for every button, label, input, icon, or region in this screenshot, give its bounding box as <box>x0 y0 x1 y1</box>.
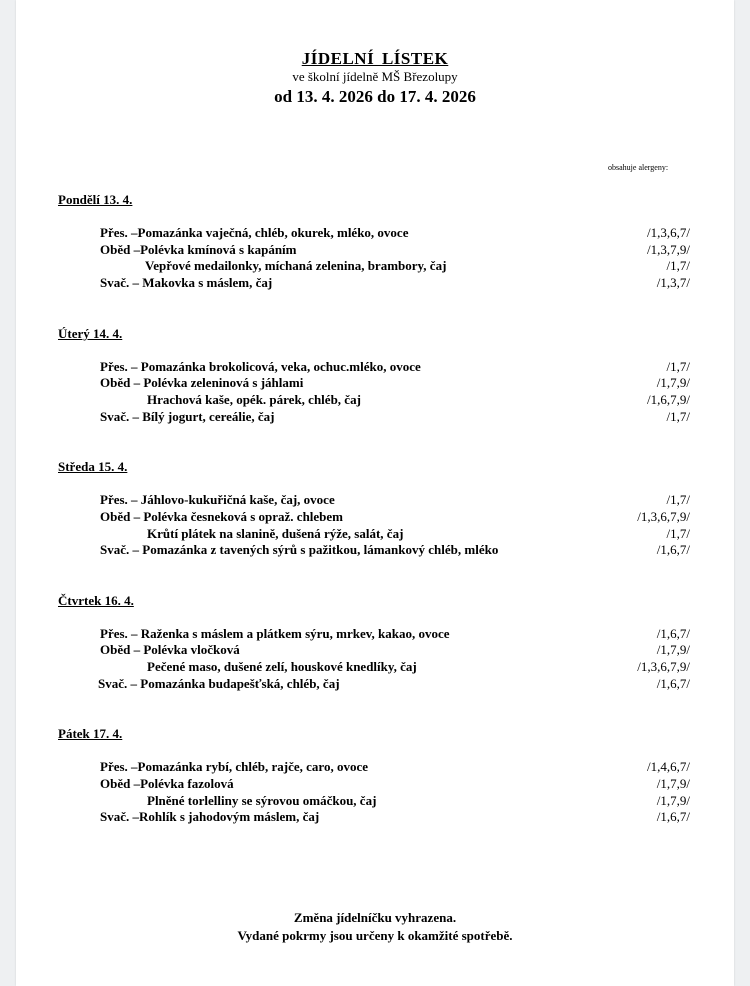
allergens-friday-breakfast: /1,4,6,7/ <box>647 759 690 774</box>
date-range: od 13. 4. 2026 do 17. 4. 2026 <box>274 87 476 106</box>
allergens-friday-soup: /1,7,9/ <box>656 776 690 791</box>
menu-item-thursday-main: Pečené maso, dušené zelí, houskové knedlíky, čaj <box>147 659 417 674</box>
menu-item-tuesday-main: Hrachová kaše, opék. párek, chléb, čaj <box>147 392 361 407</box>
menu-item-friday-main: Plněné torlelliny se sýrovou omáčkou, čaj <box>147 793 377 808</box>
allergens-wednesday-breakfast: /1,7/ <box>666 492 690 507</box>
allergens-thursday-main: /1,3,6,7,9/ <box>637 659 690 674</box>
day-heading-tuesday: Úterý 14. 4. <box>58 326 123 341</box>
menu-item-thursday-breakfast: Přes. – Raženka s máslem a plátkem sýru, mrkev, kakao, ovoce <box>100 626 450 641</box>
allergens-monday-snack: /1,3,7/ <box>656 275 690 290</box>
menu-item-monday-breakfast: Přes. –Pomazánka vaječná, chléb, okurek, mléko, ovoce <box>100 225 409 240</box>
allergens-monday-breakfast: /1,3,6,7/ <box>647 225 690 240</box>
allergens-thursday-breakfast: /1,6,7/ <box>656 626 690 641</box>
menu-item-wednesday-snack: Svač. – Pomazánka z tavených sýrů s pažitkou, lámankový chléb, mléko <box>100 542 499 557</box>
allergen-column-heading: obsahuje alergeny: <box>608 163 669 172</box>
footer-note-change: Změna jídelníčku vyhrazena. <box>293 910 457 925</box>
allergens-tuesday-snack: /1,7/ <box>666 409 690 424</box>
day-heading-wednesday: Středa 15. 4. <box>58 459 128 474</box>
allergens-wednesday-soup: /1,3,6,7,9/ <box>637 509 690 524</box>
menu-item-wednesday-soup: Oběd – Polévka česneková s opraž. chlebem <box>100 509 344 524</box>
menu-item-wednesday-breakfast: Přes. – Jáhlovo-kukuřičná kaše, čaj, ovoce <box>100 492 335 507</box>
menu-item-tuesday-soup: Oběd – Polévka zeleninová s jáhlami <box>100 375 304 390</box>
page-title: JÍDELNÍ LÍSTEK <box>301 49 449 68</box>
allergens-wednesday-snack: /1,6,7/ <box>656 542 690 557</box>
allergens-friday-main: /1,7,9/ <box>656 793 690 808</box>
menu-item-tuesday-breakfast: Přes. – Pomazánka brokolicová, veka, ochuc.mléko, ovoce <box>100 359 421 374</box>
day-heading-friday: Pátek 17. 4. <box>58 726 123 741</box>
allergens-tuesday-breakfast: /1,7/ <box>666 359 690 374</box>
allergens-monday-soup: /1,3,7,9/ <box>647 242 690 257</box>
menu-item-friday-soup: Oběd –Polévka fazolová <box>100 776 234 791</box>
day-heading-thursday: Čtvrtek 16. 4. <box>58 593 134 608</box>
allergens-thursday-soup: /1,7,9/ <box>656 642 690 657</box>
menu-item-wednesday-main: Krůtí plátek na slanině, dušená rýže, salát, čaj <box>147 526 404 541</box>
menu-item-monday-main: Vepřové medailonky, míchaná zelenina, brambory, čaj <box>145 258 447 273</box>
day-heading-monday: Pondělí 13. 4. <box>58 192 133 207</box>
menu-item-monday-snack: Svač. – Makovka s máslem, čaj <box>100 275 273 290</box>
menu-item-thursday-soup: Oběd – Polévka vločková <box>100 642 240 657</box>
menu-item-monday-soup: Oběd –Polévka kmínová s kapáním <box>100 242 297 257</box>
menu-item-friday-breakfast: Přes. –Pomazánka rybí, chléb, rajče, caro, ovoce <box>100 759 368 774</box>
allergens-tuesday-soup: /1,7,9/ <box>656 375 690 390</box>
allergens-friday-snack: /1,6,7/ <box>656 809 690 824</box>
allergens-wednesday-main: /1,7/ <box>666 526 690 541</box>
allergens-thursday-snack: /1,6,7/ <box>656 676 690 691</box>
menu-page <box>16 0 734 986</box>
allergens-monday-main: /1,7/ <box>666 258 690 273</box>
footer-note-consumption: Vydané pokrmy jsou určeny k okamžité spotřebě. <box>237 928 513 943</box>
page-subtitle: ve školní jídelně MŠ Březolupy <box>292 69 458 84</box>
allergens-tuesday-main: /1,6,7,9/ <box>647 392 690 407</box>
menu-item-friday-snack: Svač. –Rohlík s jahodovým máslem, čaj <box>100 809 320 824</box>
menu-item-tuesday-snack: Svač. – Bílý jogurt, cereálie, čaj <box>100 409 275 424</box>
menu-item-thursday-snack: Svač. – Pomazánka budapešťská, chléb, čaj <box>98 676 340 691</box>
